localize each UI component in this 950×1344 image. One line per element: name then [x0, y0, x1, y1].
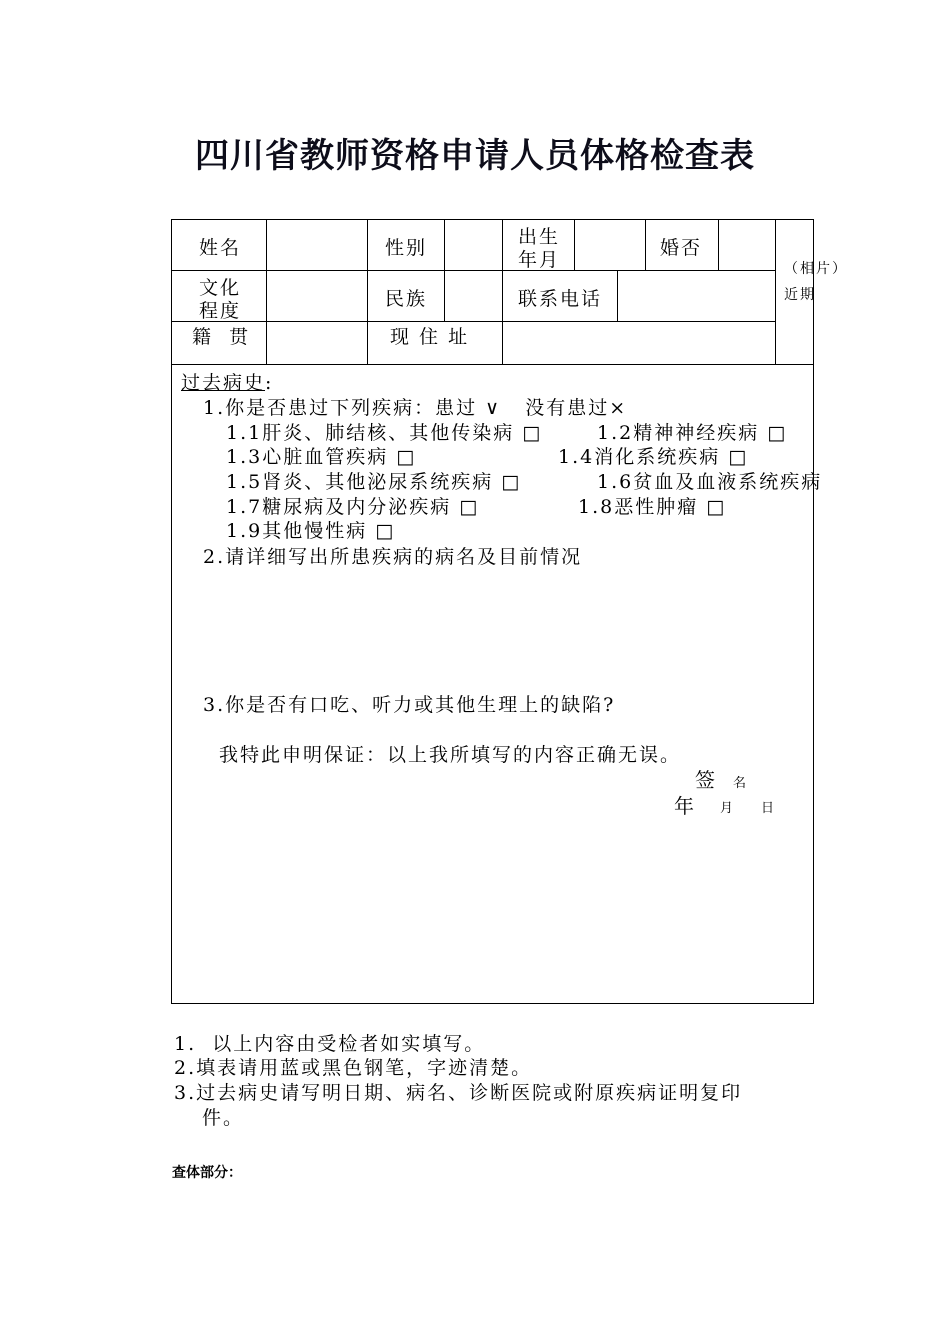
col-divider — [617, 270, 618, 322]
photo-label-recent: 近期 — [784, 287, 816, 303]
note-item: 件。 — [202, 1107, 245, 1129]
disease-item: 1.8恶性肿瘤 □ — [578, 496, 727, 518]
education-label-line2: 程度 — [199, 300, 242, 322]
birth-label-line1: 出生 — [518, 226, 561, 248]
gender-label: 性别 — [385, 237, 428, 259]
table-left-border — [171, 219, 172, 1004]
name-label: 姓名 — [199, 237, 242, 259]
col-divider — [718, 219, 719, 271]
date-month-label: 月 — [720, 801, 734, 816]
table-bottom-border — [171, 1003, 814, 1004]
col-divider — [444, 219, 445, 321]
photo-label: （相片） — [784, 261, 848, 277]
row2-divider — [171, 321, 775, 322]
note-item: 2.填表请用蓝或黑色钢笔，字迹清楚。 — [174, 1057, 533, 1079]
col-divider — [645, 219, 646, 271]
col-divider — [367, 219, 368, 365]
note-item: 1. 以上内容由受检者如实填写。 — [174, 1033, 486, 1055]
exam-section-label: 查体部分： — [172, 1165, 242, 1181]
birth-label-line2: 年月 — [518, 249, 561, 271]
disease-item: 1.5肾炎、其他泌尿系统疾病 □ — [226, 471, 522, 493]
disease-item: 1.4消化系统疾病 □ — [558, 446, 749, 468]
date-year-label: 年 — [674, 794, 694, 818]
education-label-line1: 文化 — [199, 277, 242, 299]
phone-label: 联系电话 — [518, 288, 603, 310]
row1-divider — [171, 270, 775, 271]
disease-item: 1.7糖尿病及内分泌疾病 □ — [226, 496, 480, 518]
table-right-border — [813, 219, 814, 1004]
photo-divider — [775, 219, 776, 365]
col-divider — [266, 219, 267, 365]
page-title: 四川省教师资格申请人员体格检查表 — [195, 136, 755, 176]
disease-item: 1.1肝炎、肺结核、其他传染病 □ — [226, 422, 543, 444]
header-divider — [171, 364, 814, 365]
col-divider — [574, 219, 575, 271]
history-heading-colon: : — [265, 372, 274, 394]
history-heading — [181, 368, 273, 395]
history-heading-text: 过去病史 — [181, 372, 266, 394]
question-3: 3.你是否有口吃、听力或其他生理上的缺陷? — [203, 694, 616, 716]
declaration: 我特此申明保证：以上我所填写的内容正确无误。 — [219, 744, 682, 766]
signature-label-small: 名 — [733, 776, 747, 791]
note-item: 3.过去病史请写明日期、病名、诊断医院或附原疾病证明复印 — [174, 1082, 743, 1104]
question-1: 1.你是否患过下列疾病：患过 ∨ 没有患过× — [203, 397, 628, 419]
question-2: 2.请详细写出所患疾病的病名及目前情况 — [203, 546, 583, 568]
col-divider — [502, 219, 503, 365]
native-place-label: 籍 贯 — [192, 326, 251, 348]
disease-item: 1.3心脏血管疾病 □ — [226, 446, 417, 468]
disease-item: 1.6贫血及血液系统疾病 — [597, 471, 823, 493]
disease-item: 1.2精神神经疾病 □ — [597, 422, 788, 444]
signature-label: 签 — [695, 768, 715, 792]
address-label: 现 住 址 — [390, 326, 470, 348]
date-day-label: 日 — [761, 801, 775, 816]
ethnicity-label: 民族 — [385, 288, 428, 310]
marital-label: 婚否 — [660, 237, 703, 259]
disease-item: 1.9其他慢性病 □ — [226, 520, 396, 542]
